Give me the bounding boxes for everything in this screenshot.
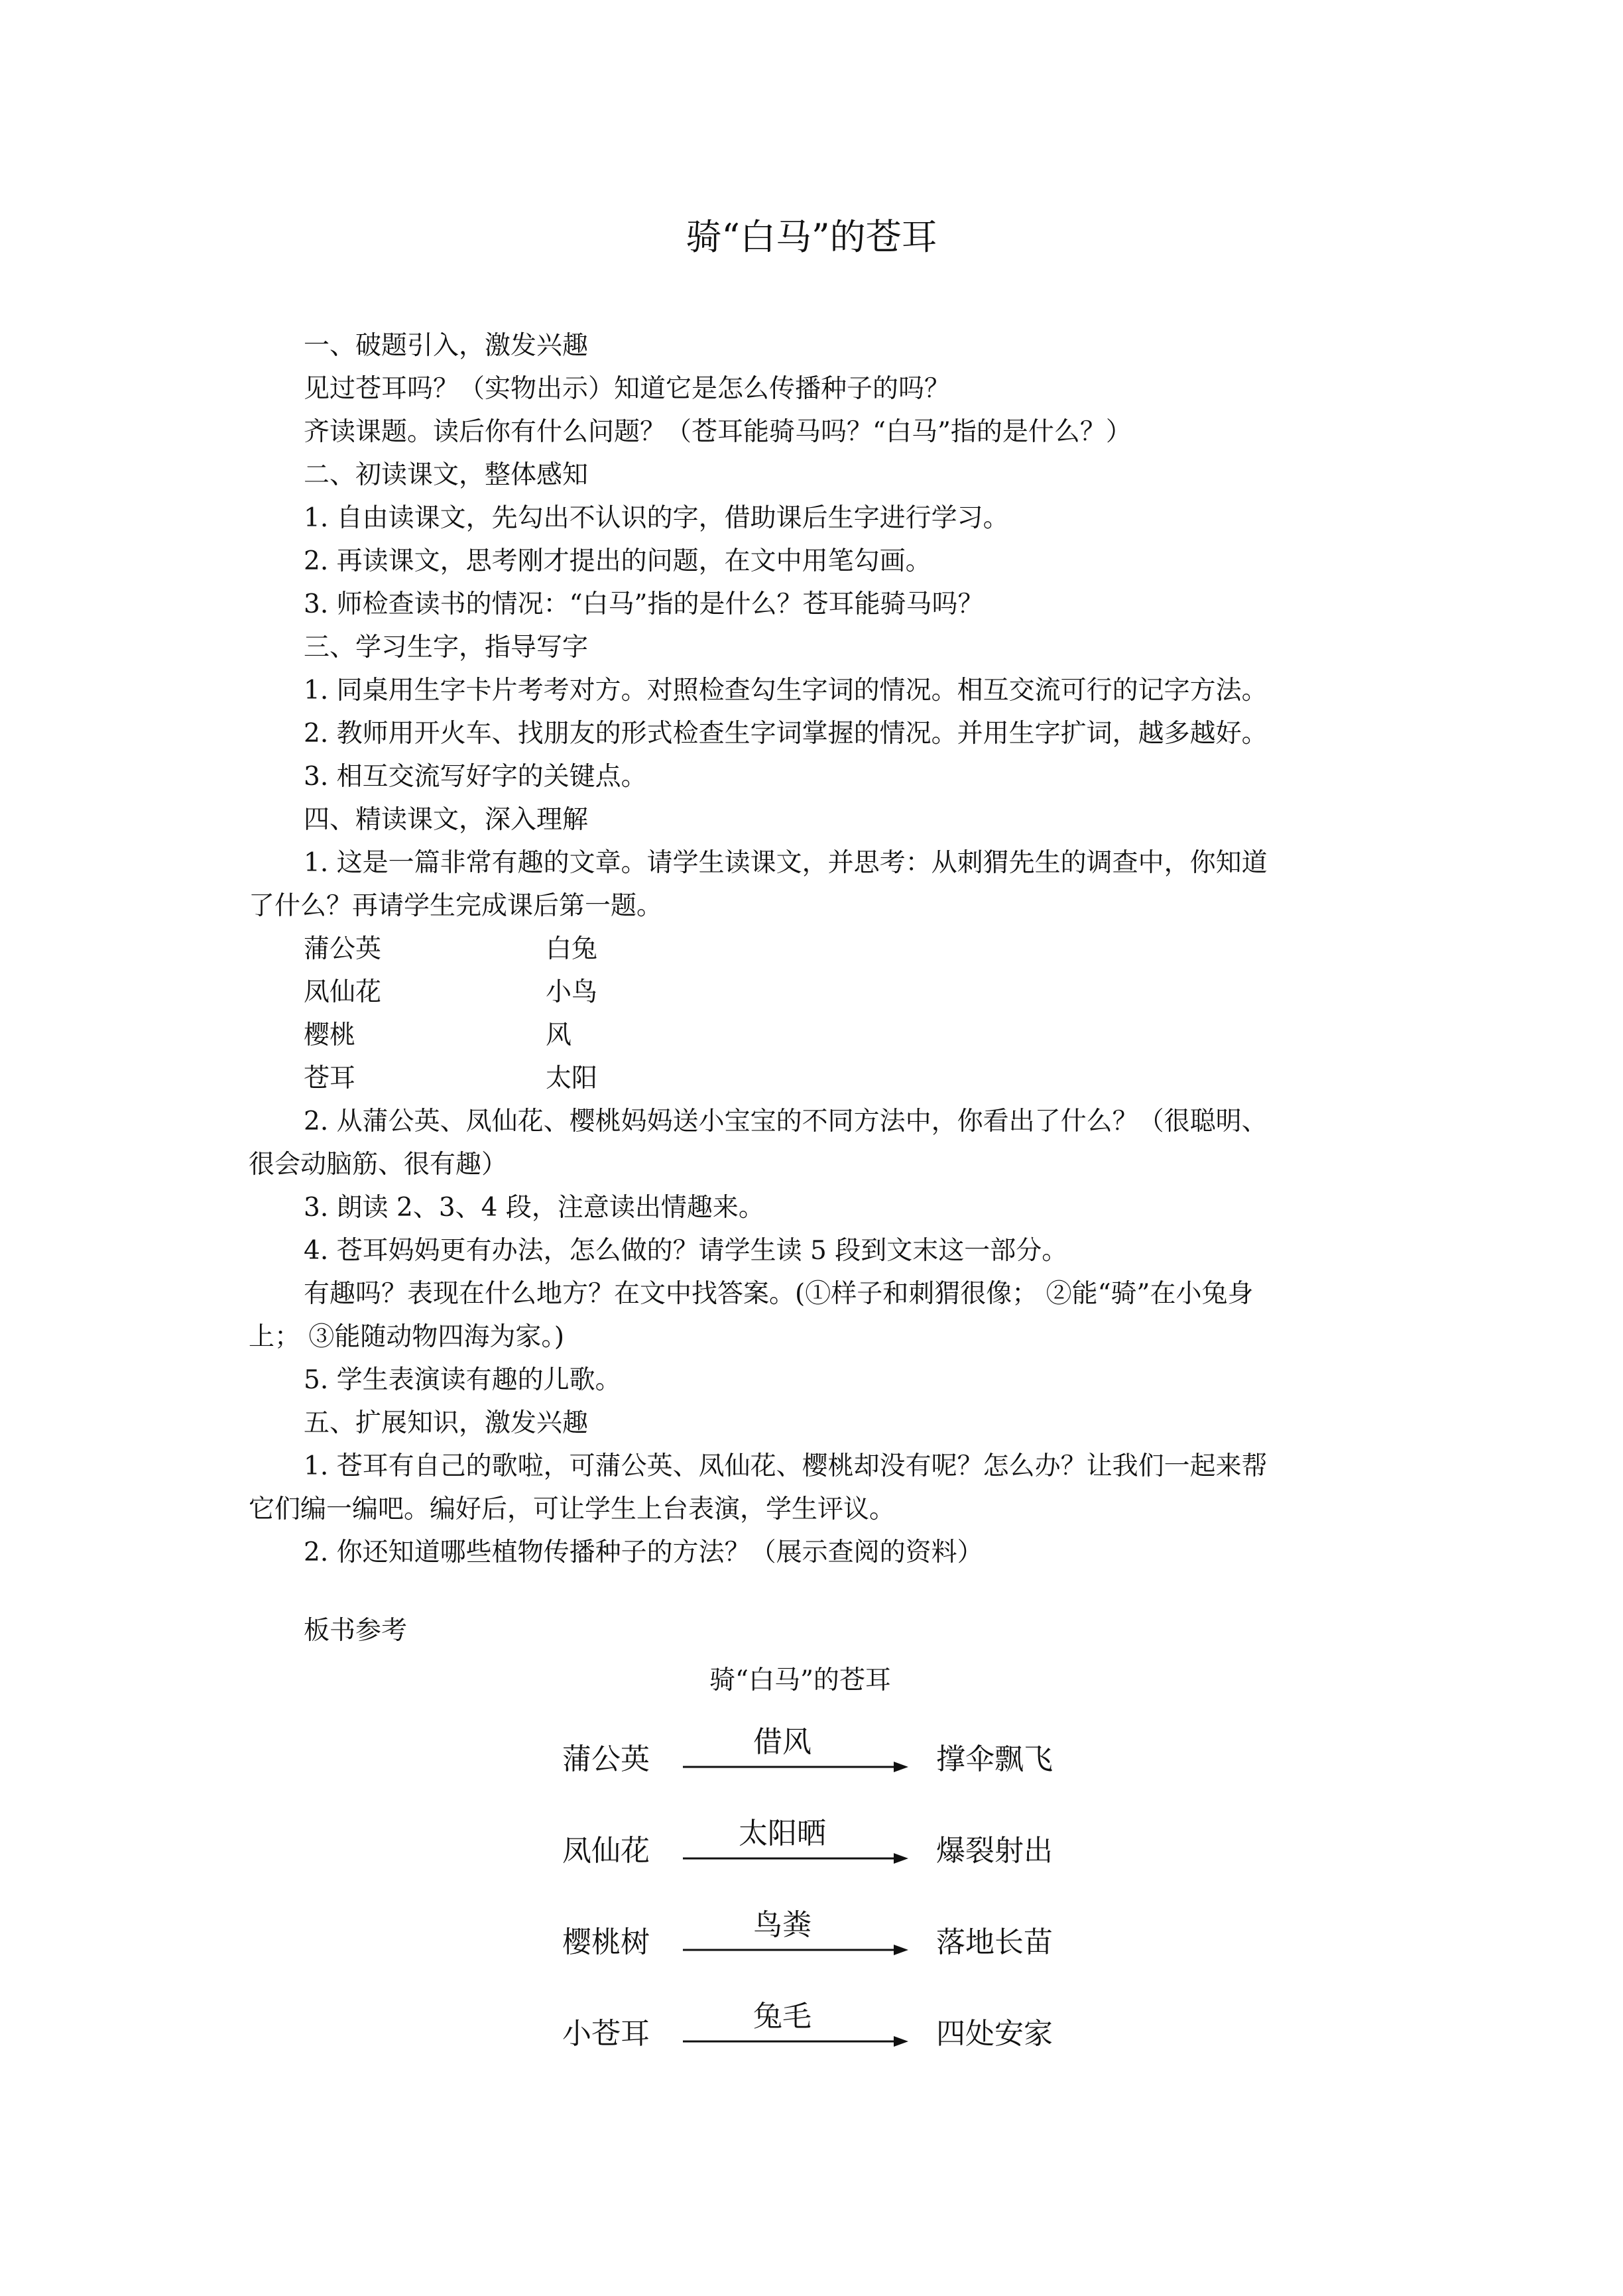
board-row: [0, 1908, 1623, 1966]
text-line: 2. 再读课文，思考刚才提出的问题，在文中用笔勾画。: [304, 546, 932, 576]
board-method: 鸟粪: [753, 1908, 812, 1942]
text-line: 1. 自由读课文，先勾出不认识的字，借助课后生字进行学习。: [304, 503, 1009, 533]
text-line: 2. 教师用开火车、找朋友的形式检查生字词掌握的情况。并用生字扩词，越多越好。: [304, 719, 1268, 749]
board-row: [0, 1817, 1623, 1875]
board-result: 落地长苗: [936, 1925, 1053, 1959]
text-line: 3. 朗读 2、3、4 段，注意读出情趣来。: [304, 1193, 764, 1223]
text-line: 4. 苍耳妈妈更有办法，怎么做的？请学生读 5 段到文末这一部分。: [304, 1236, 1068, 1266]
text-line: 三、学习生字，指导写字: [304, 633, 589, 662]
text-line: 一、破题引入，激发兴趣: [304, 331, 589, 361]
board-result: 爆裂射出: [936, 1834, 1053, 1868]
board-result: 撑伞飘飞: [936, 1742, 1053, 1776]
board-result: 四处安家: [936, 2017, 1053, 2051]
text-line: 有趣吗？表现在什么地方？在文中找答案。(①样子和刺猬很像； ②能“骑”在小兔身: [304, 1279, 1254, 1309]
text-line: 四、精读课文，深入理解: [304, 805, 589, 835]
board-section-label: 板书参考: [304, 1616, 408, 1646]
text-line: 3. 师检查读书的情况：“白马”指的是什么？苍耳能骑马吗？: [304, 589, 984, 619]
board-method: 兔毛: [753, 2000, 812, 2033]
text-line: 小鸟: [546, 977, 598, 1007]
text-line: 1. 苍耳有自己的歌啦，可蒲公英、凤仙花、樱桃却没有呢？怎么办？让我们一起来帮: [304, 1451, 1268, 1481]
board-title: 骑“白马”的苍耳: [709, 1665, 891, 1695]
board-method: 借风: [753, 1725, 812, 1759]
text-line: 上； ③能随动物四海为家。): [249, 1322, 565, 1352]
board-plant: 蒲公英: [562, 1742, 650, 1776]
text-line: 1. 同桌用生字卡片考考对方。对照检查勾生字词的情况。相互交流可行的记字方法。: [304, 676, 1268, 705]
text-line: 它们编一编吧。编好后，可让学生上台表演，学生评议。: [249, 1494, 896, 1524]
text-line: 见过苍耳吗？（实物出示）知道它是怎么传播种子的吗？: [304, 374, 951, 404]
board-method: 太阳晒: [739, 1817, 826, 1850]
text-line: 二、初读课文，整体感知: [304, 460, 589, 490]
board-plant: 樱桃树: [562, 1925, 650, 1959]
document-title: 骑“白马”的苍耳: [686, 216, 937, 258]
board-plant: 小苍耳: [562, 2017, 650, 2051]
text-line: 凤仙花: [304, 977, 382, 1007]
arrow-icon: [683, 2031, 908, 2051]
board-plant: 凤仙花: [562, 1834, 650, 1868]
text-line: 五、扩展知识，激发兴趣: [304, 1408, 589, 1438]
text-line: 蒲公英: [304, 934, 382, 964]
arrow-icon: [683, 1940, 908, 1960]
text-line: 樱桃: [304, 1020, 356, 1050]
text-line: 苍耳: [304, 1063, 356, 1093]
text-line: 风: [546, 1020, 572, 1050]
text-line: 3. 相互交流写好字的关键点。: [304, 762, 647, 792]
board-row: [0, 1725, 1623, 1783]
text-line: 5. 学生表演读有趣的儿歌。: [304, 1365, 621, 1395]
board-row: [0, 2000, 1623, 2058]
text-line: 2. 从蒲公英、凤仙花、樱桃妈妈送小宝宝的不同方法中，你看出了什么？（很聪明、: [304, 1107, 1268, 1136]
text-line: 1. 这是一篇非常有趣的文章。请学生读课文，并思考：从刺猬先生的调查中，你知道: [304, 848, 1268, 878]
text-line: 了什么？再请学生完成课后第一题。: [249, 891, 663, 921]
text-line: 太阳: [546, 1063, 598, 1093]
arrow-icon: [683, 1757, 908, 1777]
arrow-icon: [683, 1848, 908, 1868]
text-line: 白兔: [546, 934, 598, 964]
text-line: 很会动脑筋、很有趣）: [249, 1150, 508, 1179]
text-line: 2. 你还知道哪些植物传播种子的方法？（展示查阅的资料）: [304, 1538, 983, 1567]
text-line: 齐读课题。读后你有什么问题？（苍耳能骑马吗？“白马”指的是什么？）: [304, 417, 1132, 447]
